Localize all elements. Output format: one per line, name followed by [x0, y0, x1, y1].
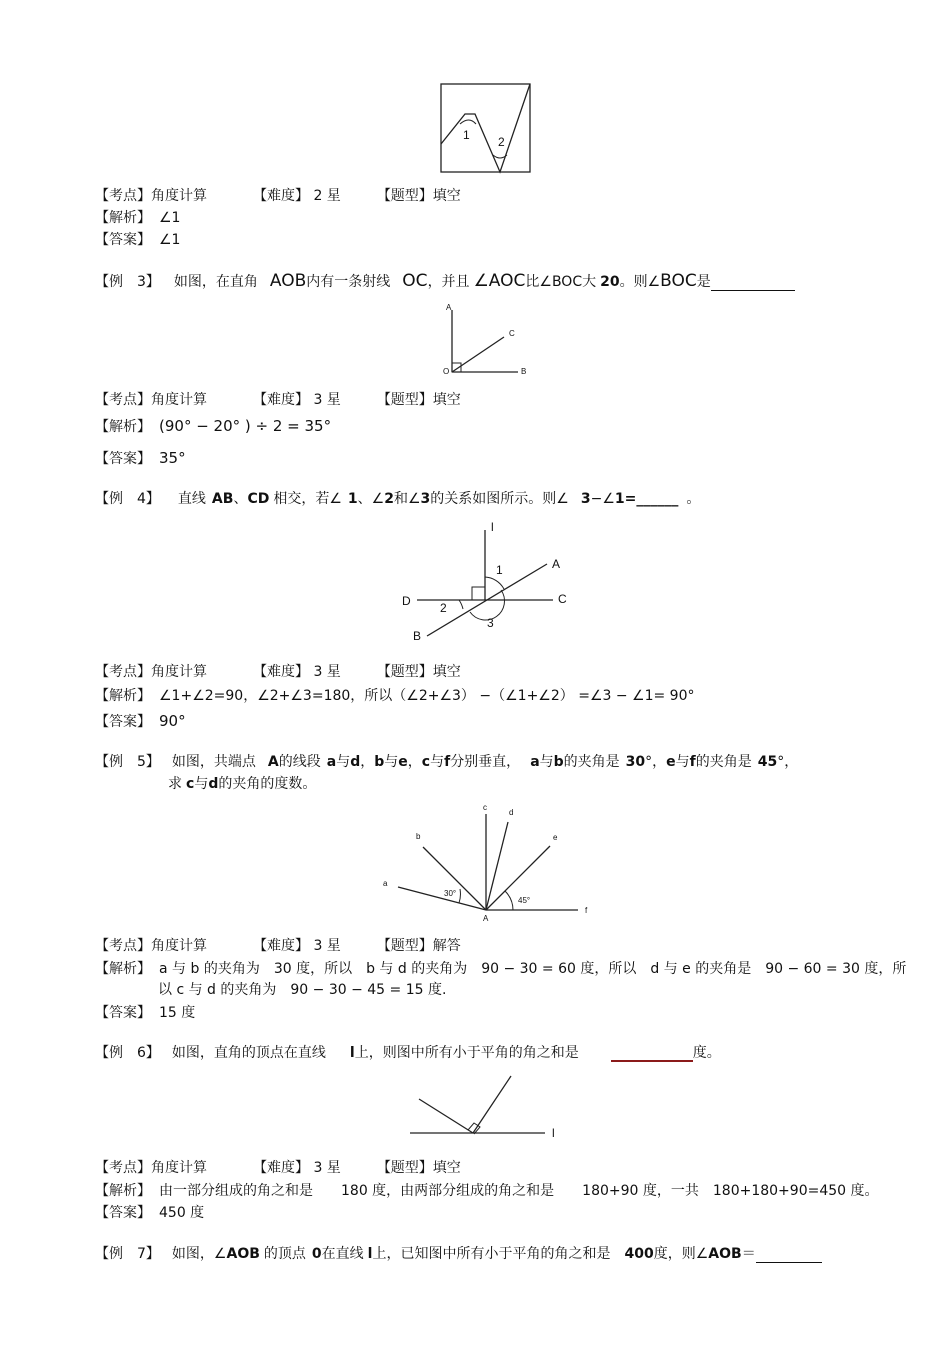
label-B: B	[413, 629, 422, 643]
jiexi-tag: 【解析】	[95, 688, 151, 704]
q-text: 度，则∠	[653, 1246, 709, 1262]
angle-1-label: 1	[496, 563, 503, 577]
ex5-analysis-line2	[158, 981, 446, 999]
q-text: 45	[757, 754, 778, 770]
kaodian: 【考点】角度计算	[95, 664, 207, 680]
figure-ex6	[405, 1072, 565, 1142]
jiexi-text: ∠1+∠2=90，∠2+∠3=180，所以（∠2+∠3） −（∠1+∠2） =∠3 − ∠1= 90°	[159, 688, 695, 704]
answer-blank	[756, 1248, 822, 1263]
angle-30-label: 30°	[444, 889, 457, 898]
ex6-question	[95, 1044, 721, 1062]
daan-text: 450 度	[159, 1205, 205, 1221]
label-A: A	[483, 914, 489, 923]
q-text: 上，已知图中所有小于平角的角之和是	[372, 1246, 611, 1262]
tixing: 【题型】填空	[376, 1160, 461, 1176]
q-text: 与	[384, 754, 399, 770]
q-text: 比∠	[525, 274, 552, 290]
q-text: AB	[211, 491, 234, 507]
q-text: 0	[311, 1246, 322, 1262]
q-text: 如图，直角的顶点在直线	[171, 1045, 326, 1061]
daan-tag: 【答案】	[95, 451, 151, 467]
ex4-analysis	[95, 687, 695, 705]
ex5-analysis-line1	[95, 960, 906, 978]
q-text: 的夹角的度数。	[218, 776, 317, 792]
label-l: l	[552, 1126, 555, 1140]
label-l: l	[491, 522, 494, 534]
label-C: C	[558, 592, 567, 606]
q-text: e	[666, 754, 676, 770]
q-text: 内有一条射线	[306, 274, 391, 290]
q-text: 的顶点	[263, 1246, 306, 1262]
q-text: 是	[696, 274, 711, 290]
q-text: b	[374, 754, 385, 770]
answer-blank	[711, 276, 795, 291]
q-text: ，	[407, 754, 422, 770]
label-b: b	[416, 832, 421, 841]
q-text: 与	[430, 754, 445, 770]
q-text: BOC	[551, 274, 583, 290]
ex2-answer	[95, 231, 180, 249]
daan-tag: 【答案】	[95, 232, 151, 248]
q-text: 上，则图中所有小于平角的角之和是	[354, 1045, 579, 1061]
q-text: 20	[600, 274, 620, 290]
kaodian: 【考点】角度计算	[95, 188, 207, 204]
daan-text: 90°	[159, 712, 186, 730]
q-text: BOC	[660, 271, 697, 291]
q-text: 与	[336, 754, 351, 770]
ex7-tag: 【例 7】	[95, 1246, 160, 1262]
q-text: c	[421, 754, 431, 770]
q-text: 。则∠	[619, 274, 661, 290]
q-text: 度。	[692, 1045, 721, 1061]
nandu: 【难度】 3 星	[253, 938, 341, 954]
q-text: ＝	[741, 1246, 756, 1262]
figure-ex5	[378, 800, 598, 928]
ex3-analysis	[95, 417, 331, 436]
label-A: A	[552, 557, 561, 571]
figure-ex3	[438, 300, 538, 380]
label-e: e	[553, 833, 558, 842]
q-text: 的线段	[278, 754, 321, 770]
kaodian: 【考点】角度计算	[95, 392, 207, 408]
q-text: 与	[675, 754, 690, 770]
daan-text: 35°	[159, 449, 186, 467]
q-text: °，	[777, 754, 799, 770]
label-O: O	[443, 367, 450, 376]
q-text: d	[350, 754, 361, 770]
q-text: f	[689, 754, 696, 770]
ex6-analysis	[95, 1182, 879, 1200]
q-text: °，	[645, 754, 667, 770]
ex6-answer	[95, 1204, 204, 1222]
daan-text: ∠1	[159, 232, 181, 248]
angle-45-label: 45°	[518, 896, 531, 905]
nandu: 【难度】 3 星	[253, 664, 341, 680]
angle-1-label: 1	[463, 128, 470, 142]
ex5-question-line2	[168, 775, 316, 793]
jiexi-text: 以 c 与 d 的夹角为 90 − 30 − 45 = 15 度.	[158, 982, 447, 998]
q-text: 直线	[177, 491, 206, 507]
q-text: 30	[625, 754, 646, 770]
q-text: d	[208, 776, 219, 792]
kaodian: 【考点】角度计算	[95, 1160, 207, 1176]
figure-1	[438, 82, 534, 176]
label-B: B	[521, 367, 527, 376]
jiexi-text: ∠1	[159, 210, 181, 226]
figure-ex4	[395, 522, 580, 647]
kaodian: 【考点】角度计算	[95, 938, 207, 954]
jiexi-text: (90° − 20° ) ÷ 2 = 35°	[159, 417, 332, 435]
q-text: 与	[539, 754, 554, 770]
q-text: CD	[247, 491, 270, 507]
q-text: 如图，在直角	[173, 274, 258, 290]
angle-3-label: 3	[487, 616, 494, 630]
q-text: 的夹角是	[563, 754, 620, 770]
q-text: 如图，∠	[171, 1246, 227, 1262]
ex3-meta-line	[95, 391, 461, 409]
ex4-meta-line	[95, 663, 461, 681]
nandu: 【难度】 3 星	[253, 392, 341, 408]
ex2-meta-line	[95, 187, 461, 205]
q-text: 、∠	[357, 491, 385, 507]
label-A: A	[446, 303, 452, 312]
ex5-tag: 【例 5】	[95, 754, 160, 770]
q-text: AOB	[269, 271, 307, 291]
q-text: 的夹角是	[695, 754, 752, 770]
label-c: c	[483, 803, 487, 812]
q-text: 和∠	[393, 491, 421, 507]
q-text: c	[186, 776, 195, 792]
jiexi-text: a 与 b 的夹角为 30 度，所以 b 与 d 的夹角为 90 − 30 = 60 度，所以 d 与 e 的夹角是 90 − 60 = 30 度，所	[159, 961, 907, 977]
ex7-question	[95, 1245, 822, 1263]
q-text: f	[444, 754, 451, 770]
label-C: C	[509, 329, 515, 338]
q-text: 。	[686, 491, 701, 507]
q-text: AOB	[708, 1246, 742, 1262]
q-text: 2	[384, 491, 394, 507]
jiexi-tag: 【解析】	[95, 961, 151, 977]
q-text: −∠	[590, 491, 615, 507]
daan-tag: 【答案】	[95, 1005, 151, 1021]
ex3-answer	[95, 449, 186, 468]
label-d: d	[509, 808, 514, 817]
q-text: e	[398, 754, 408, 770]
tixing: 【题型】填空	[376, 392, 461, 408]
ex5-question-line1	[95, 753, 798, 771]
jiexi-tag: 【解析】	[95, 210, 151, 226]
q-text: 求	[168, 776, 182, 792]
q-text: 、	[233, 491, 248, 507]
ex2-analysis	[95, 209, 180, 227]
ex6-meta-line	[95, 1159, 461, 1177]
label-a: a	[383, 879, 388, 888]
q-text: 与	[194, 776, 209, 792]
ex3-question	[95, 272, 795, 291]
daan-tag: 【答案】	[95, 1205, 151, 1221]
label-f: f	[585, 906, 588, 915]
label-D: D	[402, 594, 411, 608]
q-text: 在直线	[321, 1246, 364, 1262]
angle-2-label: 2	[498, 135, 505, 149]
q-text: 如图，共端点	[171, 754, 256, 770]
q-text: 大	[582, 274, 597, 290]
q-text: 3	[580, 491, 591, 507]
q-text: OC	[402, 271, 428, 291]
ex5-meta-line	[95, 937, 461, 955]
q-text: A	[267, 754, 279, 770]
q-text: 的关系如图所示。则∠	[430, 491, 569, 507]
q-text: a	[530, 754, 540, 770]
ex6-tag: 【例 6】	[95, 1045, 160, 1061]
q-text: ，并且	[427, 274, 470, 290]
q-text: 400	[624, 1246, 654, 1262]
q-text: AOB	[226, 1246, 260, 1262]
q-text: a	[326, 754, 337, 770]
ex4-question	[95, 490, 700, 508]
q-text: l	[367, 1246, 373, 1262]
ex5-answer	[95, 1004, 195, 1022]
jiexi-tag: 【解析】	[95, 1183, 151, 1199]
q-text: ，	[360, 754, 375, 770]
q-text: 1=______	[614, 491, 679, 507]
jiexi-text: 由一部分组成的角之和是 180 度，由两部分组成的角之和是 180+90 度，一共 180+180+90=450 度。	[159, 1183, 879, 1199]
daan-tag: 【答案】	[95, 714, 151, 730]
q-text: ∠AOC	[473, 271, 526, 291]
ex4-answer	[95, 712, 186, 731]
tixing: 【题型】填空	[376, 188, 461, 204]
ex3-tag: 【例 3】	[95, 274, 160, 290]
q-text: 分别垂直，	[450, 754, 521, 770]
angle-2-label: 2	[440, 601, 447, 615]
daan-text: 15 度	[159, 1005, 196, 1021]
tixing: 【题型】填空	[376, 664, 461, 680]
q-text: 1	[347, 491, 358, 507]
nandu: 【难度】 2 星	[253, 188, 341, 204]
q-text: l	[349, 1045, 355, 1061]
nandu: 【难度】 3 星	[253, 1160, 341, 1176]
q-text: 相交，若∠	[273, 491, 342, 507]
q-text: 3	[420, 491, 431, 507]
tixing: 【题型】解答	[376, 938, 461, 954]
answer-blank	[611, 1046, 693, 1062]
q-text: b	[553, 754, 564, 770]
jiexi-tag: 【解析】	[95, 419, 151, 435]
ex4-tag: 【例 4】	[95, 491, 160, 507]
